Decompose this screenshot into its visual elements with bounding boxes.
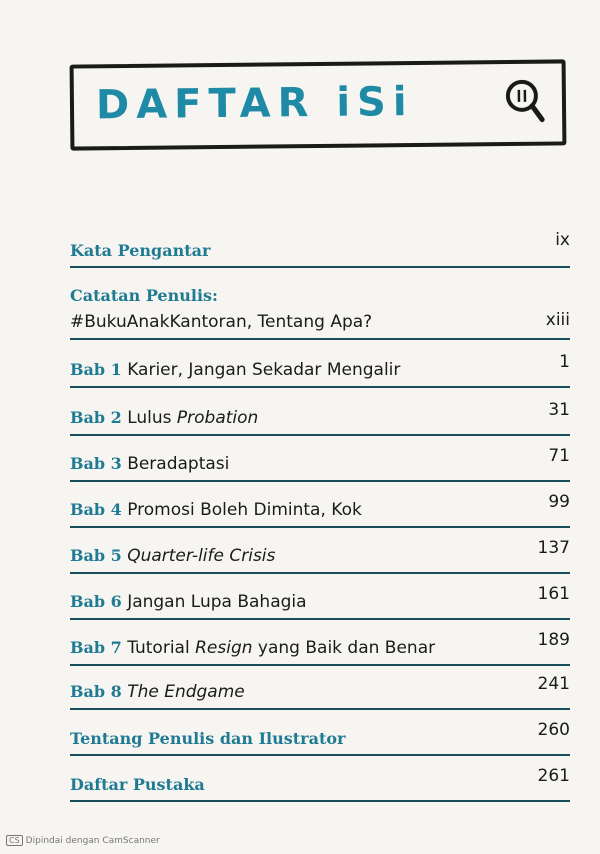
entry-title: Daftar Pustaka xyxy=(70,775,205,794)
divider xyxy=(70,618,570,620)
divider xyxy=(70,338,570,340)
chapter-number: Bab 2 xyxy=(70,408,122,427)
chapter-number: Bab 1 xyxy=(70,360,122,379)
chapter-title: Beradaptasi xyxy=(127,454,230,474)
divider xyxy=(70,386,570,388)
camscanner-icon: CS xyxy=(6,835,23,846)
toc-entry[interactable] xyxy=(70,344,570,384)
toc-entry[interactable] xyxy=(70,484,570,524)
chapter-title-italic: Resign xyxy=(195,638,253,658)
page-number: 241 xyxy=(537,674,570,694)
entry-title: Catatan Penulis: xyxy=(70,286,218,305)
divider xyxy=(70,480,570,482)
divider xyxy=(70,754,570,756)
toc-entry[interactable] xyxy=(70,666,570,706)
toc-entry[interactable] xyxy=(70,228,570,264)
divider xyxy=(70,266,570,268)
page-number: 261 xyxy=(537,766,570,786)
chapter-title: Tutorial xyxy=(127,638,196,658)
divider xyxy=(70,434,570,436)
entry-title: Kata Pengantar xyxy=(70,241,211,260)
toc-entry[interactable] xyxy=(70,530,570,570)
page-number: 1 xyxy=(559,352,570,372)
toc-entry[interactable] xyxy=(70,622,570,662)
chapter-title-italic: The Endgame xyxy=(127,682,245,702)
page-number: 260 xyxy=(537,720,570,740)
toc-entry[interactable] xyxy=(70,280,570,336)
chapter-title: Lulus xyxy=(127,408,177,428)
chapter-number: Bab 6 xyxy=(70,592,122,611)
toc-entry[interactable] xyxy=(70,576,570,616)
chapter-title: Karier, Jangan Sekadar Mengalir xyxy=(127,360,401,380)
toc-entry[interactable] xyxy=(70,438,570,478)
watermark-text: Dipindai dengan CamScanner xyxy=(25,836,160,846)
chapter-title-rest: yang Baik dan Benar xyxy=(252,638,436,658)
chapter-number: Bab 7 xyxy=(70,638,122,657)
page-number: 99 xyxy=(548,492,570,512)
divider xyxy=(70,526,570,528)
entry-subtitle: #BukuAnakKantoran, Tentang Apa? xyxy=(70,312,373,332)
divider xyxy=(70,800,570,802)
chapter-number: Bab 5 xyxy=(70,546,122,565)
chapter-title-italic: Probation xyxy=(176,408,259,428)
divider xyxy=(70,572,570,574)
toc-entry[interactable] xyxy=(70,758,570,798)
toc-entry[interactable] xyxy=(70,712,570,752)
page-number: 161 xyxy=(537,584,570,604)
page-number: 189 xyxy=(537,630,570,650)
chapter-number: Bab 8 xyxy=(70,682,122,701)
page-number: xiii xyxy=(545,310,570,330)
page-number: 71 xyxy=(548,446,570,466)
page-title: DAFTAR iSi xyxy=(95,79,414,129)
chapter-number: Bab 3 xyxy=(70,454,122,473)
chapter-title: Jangan Lupa Bahagia xyxy=(127,592,307,612)
chapter-number: Bab 4 xyxy=(70,500,122,519)
chapter-title-italic: Quarter-life Crisis xyxy=(127,546,276,566)
page-number: ix xyxy=(555,230,570,250)
page-number: 31 xyxy=(548,400,570,420)
divider xyxy=(70,708,570,710)
scanner-watermark xyxy=(6,835,160,846)
toc-entry[interactable] xyxy=(70,392,570,432)
entry-title: Tentang Penulis dan Ilustrator xyxy=(70,729,346,748)
chapter-title: Promosi Boleh Diminta, Kok xyxy=(127,500,362,520)
page-number: 137 xyxy=(537,538,570,558)
